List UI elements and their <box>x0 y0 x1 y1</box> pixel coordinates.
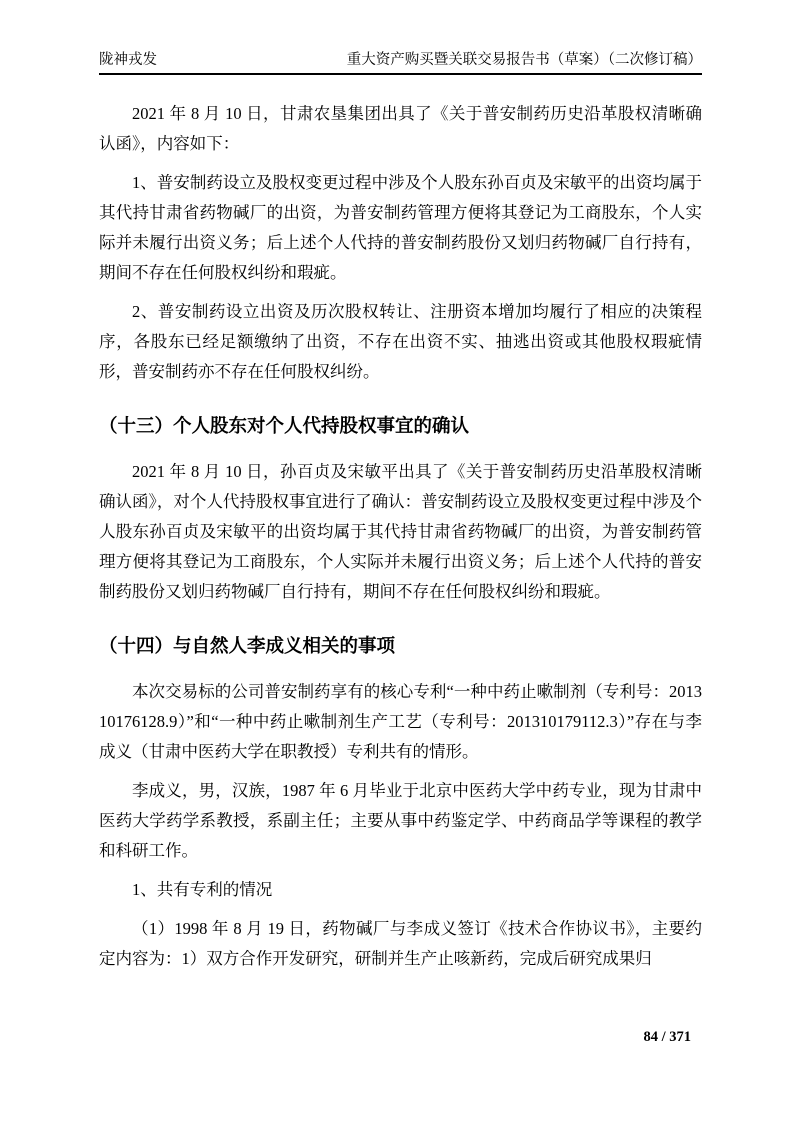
paragraph-technology-cooperation-agreement: （1）1998 年 8 月 19 日，药物碱厂与李成义签订《技术合作协议书》，主要约定内容为：1）双方合作开发研究，研制并生产止咳新药，完成后研究成果归 <box>99 919 702 968</box>
page-number: 84 / 371 <box>643 1029 691 1045</box>
paragraph-confirmation-letter-intro: 2021 年 8 月 10 日，甘肃农垦集团出具了《关于普安制药历史沿革股权清晰确认函》，内容如下： <box>99 104 702 153</box>
page-footer <box>99 1029 691 1046</box>
paragraph-item-1-nominee-shareholding: 1、普安制药设立及股权变更过程中涉及个人股东孙百贞及宋敏平的出资均属于其代持甘肃省药物碱厂的出资，为普安制药管理方便将其登记为工商股东，个人实际并未履行出资义务；后上述个人代持的普安制药股份又划归药物碱厂自行持有，期间不存在任何股权纠纷和瑕疵。 <box>99 173 702 282</box>
paragraph-li-chengyi-bio: 李成义，男，汉族，1987 年 6 月毕业于北京中医药大学中药专业，现为甘肃中医药大学药学系教授，系副主任；主要从事中药鉴定学、中药商品学等课程的教学和科研工作。 <box>99 781 702 860</box>
section-heading-13: （十三）个人股东对个人代持股权事宜的确认 <box>99 415 470 436</box>
paragraph-shared-patent-subtitle: 1、共有专利的情况 <box>132 880 273 899</box>
header-document-title: 重大资产购买暨关联交易报告书（草案）（二次修订稿） <box>346 52 702 68</box>
paragraph-individual-shareholder-confirmation: 2021 年 8 月 10 日，孙百贞及宋敏平出具了《关于普安制药历史沿革股权清晰确认函》，对个人代持股权事宜进行了确认：普安制药设立及股权变更过程中涉及个人股东孙百贞及宋敏平的出资均属于其代持甘肃省药物碱厂的出资，为普安制药管理方便将其登记为工商股东，个人实际并未履行出资义务；后上述个人代持的普安制药股份又划归药物碱厂自行持有，期间不存在任何股权纠纷和瑕疵。 <box>99 462 702 601</box>
header-company-name: 陇神戎发 <box>99 52 157 68</box>
page-header <box>99 50 702 75</box>
paragraph-core-patents: 本次交易标的公司普安制药享有的核心专利“一种中药止嗽制剂（专利号：201310176128.9）”和“一种中药止嗽制剂生产工艺（专利号：201310179112.3）”存在与李成义（甘肃中医药大学在职教授）专利共有的情形。 <box>99 682 702 761</box>
document-body <box>99 90 702 983</box>
paragraph-item-2-capital-contribution: 2、普安制药设立出资及历次股权转让、注册资本增加均履行了相应的决策程序，各股东已经足额缴纳了出资，不存在出资不实、抽逃出资或其他股权瑕疵情形，普安制药亦不存在任何股权纠纷。 <box>99 302 702 381</box>
section-heading-14: （十四）与自然人李成义相关的事项 <box>99 635 396 656</box>
